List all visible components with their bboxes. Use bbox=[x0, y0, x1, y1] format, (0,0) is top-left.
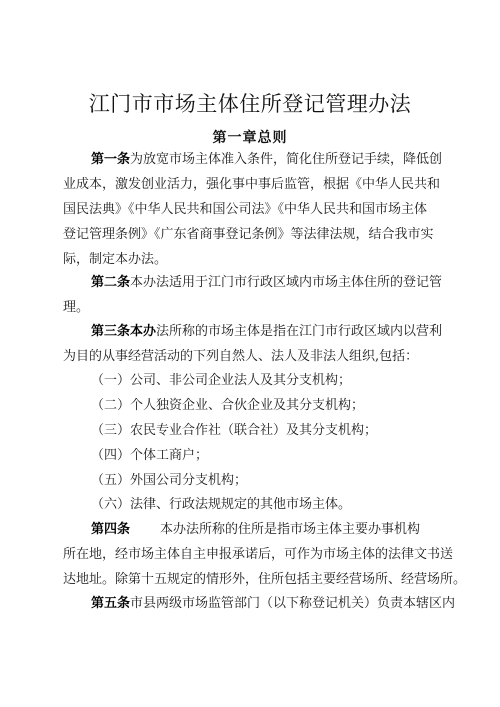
article-1-line-3: 国民法典》《中华人民共和国公司法》《中华人民共和国市场主体 bbox=[63, 202, 428, 217]
article-3-text-1: 法所称的市场主体是指在江门市行政区域内以营利 bbox=[156, 324, 443, 339]
article-3-item-1: （一）公司、非公司企业法人及其分支机构； bbox=[91, 373, 352, 388]
article-4-label: 第四条 bbox=[91, 522, 131, 537]
article-3-item-6: （六）法律、行政法规规定的其他市场主体。 bbox=[91, 497, 352, 512]
article-3-item-3: （三）农民专业合作社（联合社）及其分支机构； bbox=[91, 423, 378, 438]
article-3-item-4: （四）个体工商户； bbox=[91, 448, 209, 463]
article-4-line-3: 达地址。除第十五规定的情形外，住所包括主要经营场所、经营场所。 bbox=[63, 572, 467, 587]
article-1-line-1 bbox=[91, 152, 442, 168]
article-4-line-1 bbox=[91, 522, 420, 538]
article-2-text-1: 本办法适用于江门市行政区域内市场主体住所的登记管 bbox=[130, 275, 443, 290]
article-4-text-1: 本办法所称的住所是指市场主体主要办事机构 bbox=[160, 522, 421, 537]
article-5-line-1 bbox=[91, 596, 455, 612]
article-3-line-1 bbox=[91, 324, 442, 340]
article-5-text-1: 市县两级市场监管部门（以下称登记机关）负责本辖区内 bbox=[130, 596, 456, 611]
article-1-line-2: 业成本，激发创业活力，强化事中事后监管，根据《中华人民共和 bbox=[63, 177, 441, 192]
article-3-item-2: （二）个人独资企业、合伙企业及其分支机构； bbox=[91, 398, 365, 413]
article-1-label: 第一条 bbox=[91, 152, 131, 167]
article-2-line-2: 理。 bbox=[63, 300, 90, 315]
article-1-line-5: 际，制定本办法。 bbox=[63, 252, 168, 267]
article-5-label: 第五条 bbox=[91, 596, 131, 611]
article-3-label: 第三条本办 bbox=[91, 324, 157, 339]
article-1-text-1: 为放宽市场主体准入条件，简化住所登记手续，降低创 bbox=[130, 152, 443, 167]
article-2-line-1 bbox=[91, 275, 442, 291]
chapter-heading: 第一章总则 bbox=[212, 130, 288, 146]
document-title: 江门市市场主体住所登记管理办法 bbox=[88, 92, 412, 116]
article-3-item-5: （五）外国公司分支机构； bbox=[91, 473, 248, 488]
article-4-line-2: 所在地，经市场主体自主申报承诺后，可作为市场主体的法律文书送 bbox=[63, 547, 454, 562]
article-3-line-2: 为目的从事经营活动的下列自然人、法人及非法人组织,包括： bbox=[63, 349, 419, 364]
article-2-label: 第二条 bbox=[91, 275, 131, 290]
article-1-line-4: 登记管理条例》《广东省商事登记条例》等法律法规，结合我市实 bbox=[63, 227, 434, 242]
